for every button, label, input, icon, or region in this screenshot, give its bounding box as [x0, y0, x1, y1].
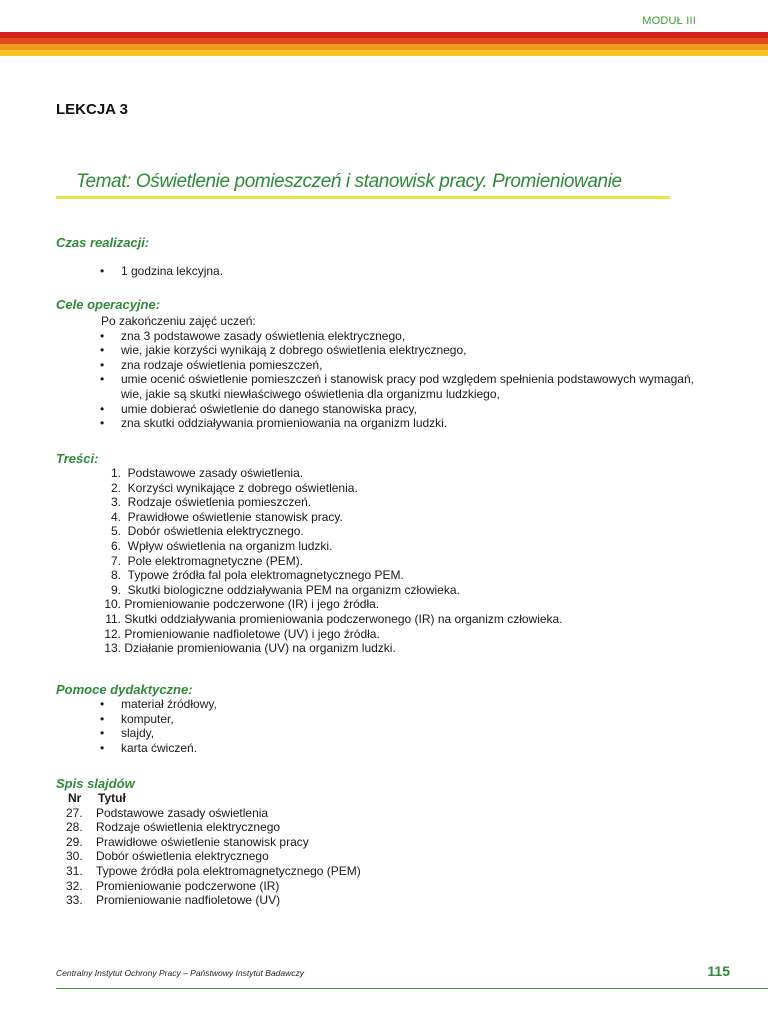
list-item: 10. Promieniowanie podczerwone (IR) i jego źródła.: [104, 597, 380, 612]
header-stripes: [0, 32, 768, 56]
list-item: • zna skutki oddziaływania promieniowania na organizm ludzki.: [100, 416, 710, 431]
time-list: [100, 264, 223, 279]
list-item: • slajdy,: [100, 726, 217, 741]
topic-title: Temat: Oświetlenie pomieszczeń i stanowisk pracy. Promieniowanie: [76, 171, 622, 192]
list-item: • zna rodzaje oświetlenia pomieszczeń,: [100, 358, 710, 373]
lesson-title: LEKCJA 3: [56, 101, 128, 118]
aids-heading: Pomoce dydaktyczne:: [56, 682, 193, 697]
page-number: 115: [707, 963, 730, 979]
list-item: • 1 godzina lekcyjna.: [100, 264, 223, 279]
list-item: • umie dobierać oświetlenie do danego stanowiska pracy,: [100, 402, 710, 417]
list-item: 5. Dobór oświetlenia elektrycznego.: [110, 524, 304, 539]
list-item: 2. Korzyści wynikające z dobrego oświetlenia.: [110, 480, 358, 495]
list-item: • komputer,: [100, 712, 217, 727]
list-item: 6. Wpływ oświetlenia na organizm ludzki.: [110, 538, 333, 553]
col-title: Tytuł: [98, 791, 126, 805]
list-item: • karta ćwiczeń.: [100, 741, 217, 756]
table-row: 30. Dobór oświetlenia elektrycznego: [66, 849, 269, 864]
list-item: 11. Skutki oddziaływania promieniowania podczerwonego (IR) na organizm człowieka.: [105, 611, 563, 626]
table-row: 33. Promieniowanie nadfioletowe (UV): [66, 893, 281, 908]
goals-list: [100, 329, 710, 431]
content-list: [100, 466, 563, 656]
list-item: • wie, jakie korzyści wynikają z dobrego oświetlenia elektrycznego,: [100, 343, 710, 358]
slides-table: [66, 791, 361, 908]
aids-list: [100, 697, 217, 755]
table-row: 29. Prawidłowe oświetlenie stanowisk pracy: [66, 834, 309, 849]
slides-header-row: [66, 791, 361, 806]
time-heading: Czas realizacji:: [56, 235, 150, 250]
col-nr: Nr: [68, 791, 82, 805]
goals-intro: Po zakończeniu zajęć uczeń:: [101, 314, 256, 328]
list-item: 1. Podstawowe zasady oświetlenia.: [110, 466, 304, 480]
table-row: 32. Promieniowanie podczerwone (IR): [66, 878, 280, 893]
topic-underline: [56, 196, 670, 199]
list-item: 4. Prawidłowe oświetlenie stanowisk pracy.: [110, 509, 343, 524]
table-row: 27. Podstawowe zasady oświetlenia: [66, 805, 269, 820]
table-row: 31. Typowe źródła pola elektromagnetycznego (PEM): [66, 863, 361, 878]
list-item: • zna 3 podstawowe zasady oświetlenia elektrycznego,: [100, 329, 710, 344]
list-item: 13. Działanie promieniowania (UV) na organizm ludzki.: [104, 641, 396, 656]
list-item: 3. Rodzaje oświetlenia pomieszczeń.: [110, 495, 312, 510]
footer-institute: Centralny Instytut Ochrony Pracy – Państwowy Instytut Badawczy: [56, 968, 305, 978]
list-item: 7. Pole elektromagnetyczne (PEM).: [110, 553, 304, 568]
list-item: 8. Typowe źródła fal pola elektromagnetycznego PEM.: [110, 568, 404, 583]
slides-heading: Spis slajdów: [56, 776, 135, 791]
goals-heading: Cele operacyjne:: [56, 297, 161, 312]
list-item: • umie ocenić oświetlenie pomieszczeń i stanowisk pracy pod względem spełnienia podstawowych wymagań, wie, jakie są skutki niewłaściwego oświetlenia dla organizmu ludzkiego,: [100, 372, 710, 401]
list-item: • materiał źródłowy,: [100, 697, 217, 712]
content-heading: Treści:: [56, 451, 99, 466]
list-item: 12. Promieniowanie nadfioletowe (UV) i jego źródła.: [104, 626, 380, 641]
footer-rule: [56, 988, 768, 989]
table-row: 28. Rodzaje oświetlenia elektrycznego: [66, 820, 281, 835]
stripe-yellow: [0, 50, 768, 56]
list-item: 9. Skutki biologiczne oddziaływania PEM na organizm człowieka.: [110, 582, 460, 597]
module-label: MODUŁ III: [642, 15, 696, 27]
